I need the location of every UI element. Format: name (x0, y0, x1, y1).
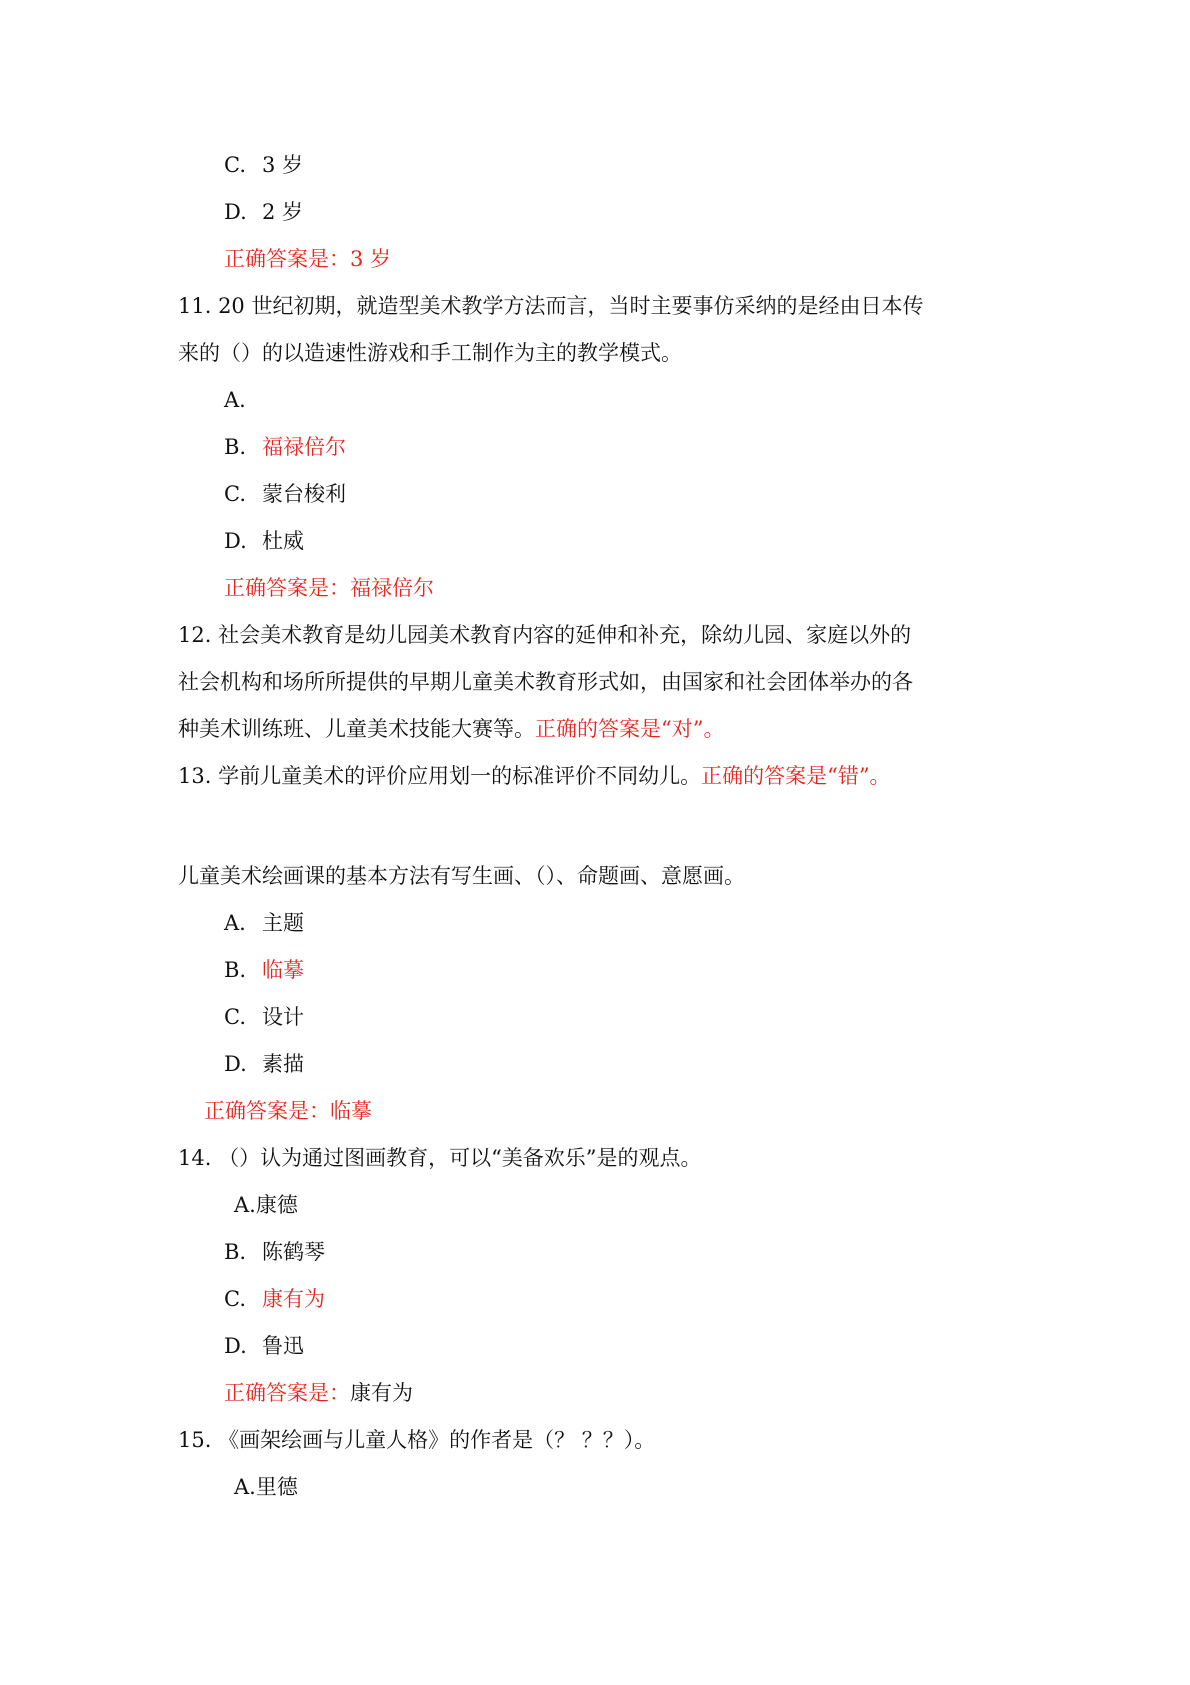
option-a: A. (224, 388, 246, 412)
option-d: D. 素描 (224, 1052, 304, 1076)
option-b: B. 福禄倍尔 (224, 435, 346, 459)
option-b: B. 临摹 (224, 958, 304, 982)
question-text: 14. （）认为通过图画教育，可以“美备欢乐”是的观点。 (178, 1146, 702, 1170)
option-d: D. 2 岁 (224, 200, 304, 224)
correct-answer: 正确答案是：临摹 (204, 1099, 372, 1123)
correct-answer: 正确的答案是“对”。 (535, 717, 725, 741)
question-text: 11. 20 世纪初期，就造型美术教学方法而言，当时主要事仿采纳的是经由日本传 (178, 294, 924, 318)
correct-answer: 正确答案是：康有为 (224, 1381, 413, 1405)
option-c: C. 3 岁 (224, 153, 304, 177)
option-c: C. 蒙台梭利 (224, 482, 346, 506)
option-d: D. 杜威 (224, 529, 304, 553)
correct-answer: 正确答案是：3 岁 (224, 247, 392, 271)
option-a: A.康德 (234, 1193, 298, 1217)
question-text: 13. 学前儿童美术的评价应用划一的标准评价不同幼儿。正确的答案是“错”。 (178, 764, 891, 788)
question-text: 12. 社会美术教育是幼儿园美术教育内容的延伸和补充，除幼儿园、家庭以外的 (178, 623, 912, 647)
option-d: D. 鲁迅 (224, 1334, 304, 1358)
question-text: 来的（）的以造速性游戏和手工制作为主的教学模式。 (178, 341, 682, 365)
question-text: 15. 《画架绘画与儿童人格》的作者是（？ ？？）。 (178, 1428, 656, 1452)
correct-answer: 正确答案是：福禄倍尔 (224, 576, 434, 600)
question-text: 儿童美术绘画课的基本方法有写生画、（）、命题画、意愿画。 (178, 864, 745, 888)
question-text: 种美术训练班、儿童美术技能大赛等。正确的答案是“对”。 (178, 717, 725, 741)
question-text: 社会机构和场所所提供的早期儿童美术教育形式如，由国家和社会团体举办的各 (178, 670, 913, 694)
option-c: C. 设计 (224, 1005, 304, 1029)
correct-answer: 正确的答案是“错”。 (701, 764, 891, 788)
option-c: C. 康有为 (224, 1287, 325, 1311)
option-b: B. 陈鹤琴 (224, 1240, 325, 1264)
option-a: A. 主题 (224, 911, 304, 935)
option-a: A.里德 (234, 1475, 298, 1499)
